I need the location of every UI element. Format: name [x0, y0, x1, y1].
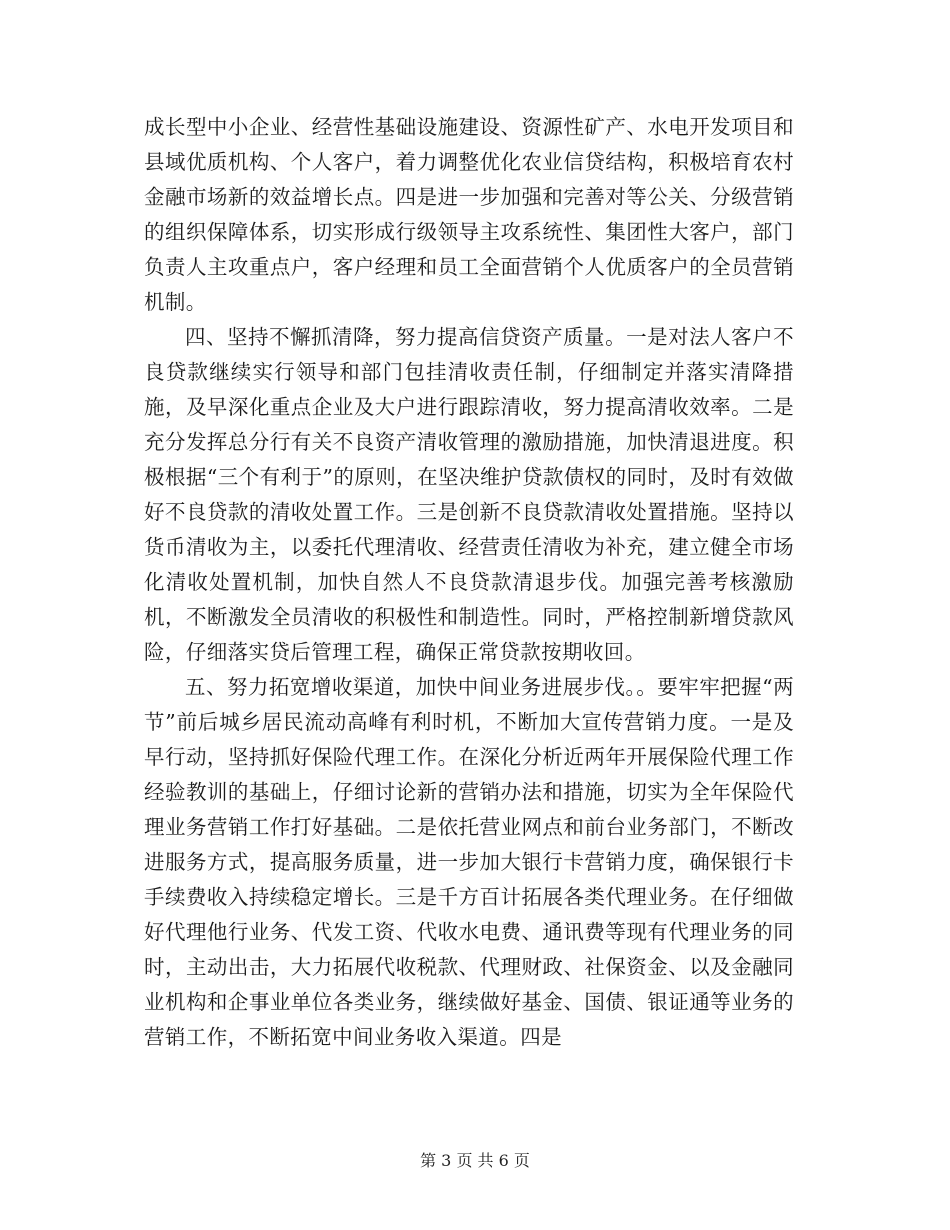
page-footer: 第 3 页 共 6 页: [420, 1151, 530, 1170]
paragraph-section-four: 四、坚持不懈抓清降，努力提高信贷资产质量。一是对法人客户不良贷款继续实行领导和部门包挂清收责任制，仔细制定并落实清降措施，及早深化重点企业及大户进行跟踪清收，努力提高清收效率。二是充分发挥总分行有关不良资产清收管理的激励措施，加快清退进度。积极根据“三个有利于”的原则，在坚决维护贷款债权的同时，及时有效做好不良贷款的清收处置工作。三是创新不良贷款清收处置措施。坚持以货币清收为主，以委托代理清收、经营责任清收为补充，建立健全市场化清收处置机制，加快自然人不良贷款清退步伐。加强完善考核激励机，不断激发全员清收的积极性和制造性。同时，严格控制新增贷款风险，仔细落实贷后管理工程，确保正常贷款按期收回。: [144, 325, 794, 664]
paragraph-section-five: 五、努力拓宽增收渠道，加快中间业务进展步伐。。要牢牢把握“两节”前后城乡居民流动高峰有利时机，不断加大宣传营销力度。一是及早行动，坚持抓好保险代理工作。在深化分析近两年开展保险代理工作经验教训的基础上，仔细讨论新的营销办法和措施，切实为全年保险代理业务营销工作打好基础。二是依托营业网点和前台业务部门，不断改进服务方式，提高服务质量，进一步加大银行卡营销力度，确保银行卡手续费收入持续稳定增长。三是千方百计拓展各类代理业务。在仔细做好代理他行业务、代发工资、代收水电费、通讯费等现有代理业务的同时，主动出击，大力拓展代收税款、代理财政、社保资金、以及金融同业机构和企事业单位各类业务，继续做好基金、国债、银证通等业务的营销工作，不断拓宽中间业务收入渠道。四是: [144, 675, 794, 1049]
document-body: [144, 110, 794, 1055]
paragraph-continuation: 成长型中小企业、经营性基础设施建设、资源性矿产、水电开发项目和县域优质机构、个人客户，着力调整优化农业信贷结构，积极培育农村金融市场新的效益增长点。四是进一步加强和完善对等公关、分级营销的组织保障体系，切实形成行级领导主攻系统性、集团性大客户，部门负责人主攻重点户，客户经理和员工全面营销个人优质客户的全员营销机制。: [144, 115, 794, 314]
